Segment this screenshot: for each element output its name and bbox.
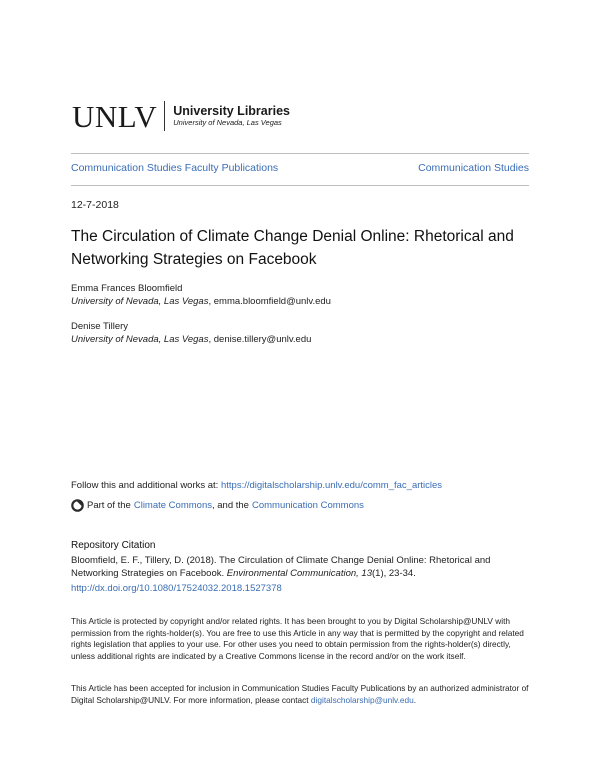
logo-divider bbox=[164, 101, 165, 131]
follow-url-link[interactable]: https://digitalscholarship.unlv.edu/comm_fac_articles bbox=[220, 480, 443, 491]
author-email[interactable]: denise.tillery@unlv.edu bbox=[213, 334, 312, 345]
acceptance-statement bbox=[71, 683, 533, 706]
author-name: Emma Frances Bloomfield bbox=[71, 283, 183, 294]
follow-prefix: Follow this and additional works at: bbox=[71, 480, 221, 491]
communication-commons-link[interactable]: Communication Commons bbox=[251, 500, 364, 511]
acceptance-end: . bbox=[413, 694, 417, 705]
part-of-line bbox=[71, 499, 364, 512]
unlv-libraries-logo[interactable] bbox=[72, 99, 290, 133]
author-block bbox=[71, 282, 331, 308]
partof-prefix: Part of the bbox=[87, 500, 131, 511]
author-name: Denise Tillery bbox=[71, 321, 129, 332]
climate-commons-link[interactable]: Climate Commons bbox=[133, 500, 212, 511]
partof-middle: , and the bbox=[211, 500, 249, 511]
author-affiliation bbox=[71, 333, 311, 346]
doi-link[interactable]: http://dx.doi.org/10.1080/17524032.2018.1527378 bbox=[71, 583, 282, 594]
affiliation-separator: , bbox=[208, 296, 214, 307]
nav-divider bbox=[71, 185, 529, 186]
follow-line bbox=[71, 480, 442, 491]
citation-text bbox=[71, 554, 531, 580]
citation-heading: Repository Citation bbox=[71, 540, 156, 551]
publication-date: 12-7-2018 bbox=[71, 199, 119, 211]
logo-text bbox=[173, 104, 290, 128]
article-title: The Circulation of Climate Change Denial Online: Rhetorical and Networking Strategies on Facebook bbox=[71, 228, 514, 268]
affiliation-separator: , bbox=[208, 334, 214, 345]
citation-body: Bloomfield, E. F., Tillery, D. (2018). The Circulation of Climate Change Denial Online: Rhetorical and Networking Strategies on Facebook. bbox=[71, 555, 491, 579]
author-affiliation bbox=[71, 295, 331, 308]
collection-link[interactable]: Communication Studies Faculty Publications bbox=[71, 162, 279, 174]
logo-subtitle: University of Nevada, Las Vegas bbox=[173, 118, 282, 127]
logo-mark: UNLV bbox=[72, 98, 158, 134]
rights-statement: This Article is protected by copyright and/or related rights. It has been brought to you by Digital Scholarship@UNLV with permission from the rights-holder(s). You are free to use this Article in any way that is permitted by the copyright and related rights legislation that applies to your use. For other uses you need to obtain permission from the rights-holder(s) directly, unless additional rights are indicated by a Creative Commons license in the record and/or on the work itself. bbox=[71, 616, 524, 661]
department-link[interactable]: Communication Studies bbox=[418, 162, 529, 174]
citation-issue: (1), 23-34. bbox=[372, 568, 416, 579]
top-divider bbox=[71, 153, 529, 154]
author-block bbox=[71, 320, 311, 346]
citation-journal: Environmental Communication, 13 bbox=[226, 568, 372, 579]
affiliation-name: University of Nevada, Las Vegas bbox=[71, 334, 209, 345]
logo-title: University Libraries bbox=[173, 104, 290, 118]
author-email[interactable]: emma.bloomfield@unlv.edu bbox=[213, 296, 331, 307]
open-access-icon bbox=[71, 499, 84, 512]
contact-email-link[interactable]: digitalscholarship@unlv.edu bbox=[310, 694, 414, 705]
acceptance-text: This Article has been accepted for inclusion in Communication Studies Faculty Publications by an authorized administrator of Digital Scholarship@UNLV. For more information, please contact bbox=[71, 683, 529, 705]
affiliation-name: University of Nevada, Las Vegas bbox=[71, 296, 209, 307]
